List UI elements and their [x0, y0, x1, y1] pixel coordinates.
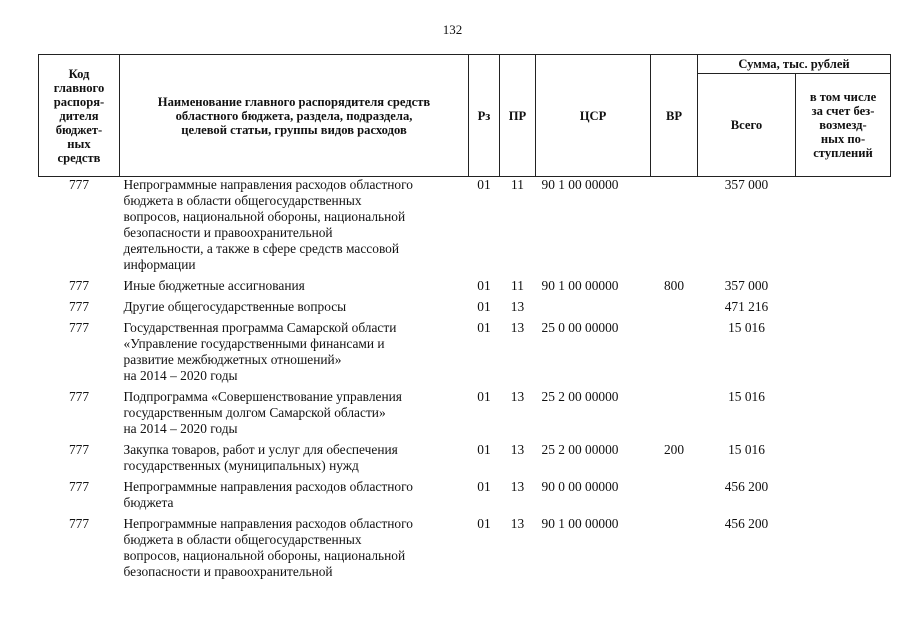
cell-code: 777 — [68, 278, 90, 293]
cell-vr — [651, 389, 698, 442]
cell-incl — [796, 479, 891, 516]
cell-name-line: деятельности, а также в сфере средств массовой — [123, 241, 400, 256]
cell-rz: 01 — [477, 320, 491, 335]
table-body — [39, 177, 891, 586]
cell-total: 456 200 — [724, 479, 769, 494]
cell-vr — [651, 299, 698, 320]
header-vr: ВР — [651, 55, 698, 177]
cell-incl — [796, 278, 891, 299]
cell-code: 777 — [68, 516, 90, 531]
header-code-lines — [41, 67, 117, 165]
cell-code: 777 — [68, 389, 90, 404]
header-incl-line: ступлений — [813, 146, 873, 161]
budget-table — [38, 54, 891, 585]
cell-name-line: Государственная программа Самарской области — [123, 320, 397, 335]
header-pr: ПР — [500, 55, 536, 177]
cell-code: 777 — [68, 320, 90, 335]
cell-name-line: бюджета в области общегосударственных — [123, 532, 362, 547]
cell-code: 777 — [68, 299, 90, 314]
cell-pr: 13 — [510, 442, 525, 457]
header-code-line: бюджет- — [55, 122, 103, 137]
header-code-line: главного — [53, 80, 105, 95]
table-row — [39, 278, 891, 299]
cell-rz: 01 — [477, 442, 491, 457]
cell-total: 15 016 — [728, 442, 765, 457]
cell-vr: 800 — [663, 278, 685, 293]
cell-name-line: Непрограммные направления расходов областного — [123, 516, 413, 531]
cell-name-line: Другие общегосударственные вопросы — [123, 299, 347, 314]
cell-name-line: развитие межбюджетных отношений» — [123, 352, 342, 367]
cell-name — [120, 299, 469, 320]
cell-incl — [796, 516, 891, 585]
header-code-line: распоря- — [53, 94, 105, 109]
header-code-line: Код — [68, 66, 90, 81]
header-sum-group: Сумма, тыс. рублей — [698, 55, 891, 74]
cell-name-line: Непрограммные направления расходов областного — [123, 177, 413, 192]
cell-name-line: государственным долгом Самарской области» — [123, 405, 386, 420]
cell-pr: 13 — [510, 320, 525, 335]
cell-total: 15 016 — [728, 389, 765, 404]
cell-code: 777 — [68, 177, 90, 192]
cell-name-line: безопасности и правоохранительной — [123, 564, 333, 579]
header-name — [120, 55, 469, 177]
header-rz: Рз — [469, 55, 500, 177]
cell-csr: 90 1 00 00000 — [541, 516, 619, 531]
cell-csr: 25 0 00 00000 — [541, 320, 619, 335]
cell-name — [120, 278, 469, 299]
cell-vr — [651, 516, 698, 585]
cell-csr: 90 1 00 00000 — [541, 177, 619, 192]
table-row — [39, 479, 891, 516]
cell-code: 777 — [68, 442, 90, 457]
cell-name-line: информации — [123, 257, 196, 272]
table-row — [39, 516, 891, 585]
cell-pr: 13 — [510, 479, 525, 494]
cell-rz: 01 — [477, 516, 491, 531]
header-name-line: областного бюджета, раздела, подраздела, — [175, 108, 413, 123]
header-incl-lines — [798, 90, 888, 160]
cell-rz: 01 — [477, 479, 491, 494]
cell-name-line: вопросов, национальной обороны, национальной — [123, 209, 406, 224]
cell-total: 456 200 — [724, 516, 769, 531]
cell-csr: 25 2 00 00000 — [541, 389, 619, 404]
cell-pr: 11 — [511, 177, 524, 192]
cell-vr — [651, 177, 698, 279]
cell-vr — [651, 320, 698, 389]
cell-name-line: Непрограммные направления расходов областного — [123, 479, 413, 494]
cell-rz: 01 — [477, 299, 491, 314]
cell-name — [120, 177, 469, 279]
cell-pr: 11 — [511, 278, 524, 293]
cell-name-line: государственных (муниципальных) нужд — [123, 458, 359, 473]
header-name-line: целевой статьи, группы видов расходов — [181, 122, 407, 137]
page-number: 132 — [442, 22, 463, 37]
header-incl — [796, 74, 891, 177]
cell-name — [120, 320, 469, 389]
cell-csr: 25 2 00 00000 — [541, 442, 619, 457]
table-row — [39, 442, 891, 479]
header-name-lines — [122, 95, 466, 137]
header-incl-line: в том числе — [809, 90, 877, 105]
cell-name — [120, 516, 469, 585]
cell-pr: 13 — [510, 299, 525, 314]
cell-csr: 90 1 00 00000 — [541, 278, 619, 293]
cell-name-line: Подпрограмма «Совершенствование управления — [123, 389, 402, 404]
table-row — [39, 177, 891, 279]
cell-name-line: бюджета — [123, 495, 174, 510]
cell-name-line: Закупка товаров, работ и услуг для обеспечения — [123, 442, 398, 457]
header-code — [39, 55, 120, 177]
header-csr: ЦСР — [536, 55, 651, 177]
table-row — [39, 389, 891, 442]
cell-name — [120, 389, 469, 442]
cell-rz: 01 — [477, 278, 491, 293]
header-incl-line: ных по- — [820, 132, 866, 147]
header-total: Всего — [698, 74, 796, 177]
table-row — [39, 320, 891, 389]
cell-incl — [796, 320, 891, 389]
cell-name-line: на 2014 – 2020 годы — [123, 368, 238, 383]
cell-total: 471 216 — [724, 299, 769, 314]
cell-total: 15 016 — [728, 320, 765, 335]
header-incl-line: возмезд- — [819, 118, 867, 133]
cell-total: 357 000 — [724, 278, 769, 293]
cell-name-line: «Управление государственными финансами и — [123, 336, 385, 351]
cell-name-line: вопросов, национальной обороны, национальной — [123, 548, 406, 563]
cell-incl — [796, 299, 891, 320]
cell-name-line: Иные бюджетные ассигнования — [123, 278, 305, 293]
cell-pr: 13 — [510, 389, 525, 404]
cell-total: 357 000 — [724, 177, 769, 192]
table-row — [39, 299, 891, 320]
cell-code: 777 — [68, 479, 90, 494]
cell-rz: 01 — [477, 177, 491, 192]
cell-vr — [651, 479, 698, 516]
header-code-line: ных — [67, 136, 91, 151]
cell-csr: 90 0 00 00000 — [541, 479, 619, 494]
cell-pr: 13 — [510, 516, 525, 531]
header-code-line: средств — [57, 150, 101, 165]
cell-name-line: бюджета в области общегосударственных — [123, 193, 362, 208]
cell-name-line: на 2014 – 2020 годы — [123, 421, 238, 436]
header-name-line: Наименование главного распорядителя средств — [157, 94, 431, 109]
header-code-line: дителя — [59, 108, 99, 123]
cell-rz: 01 — [477, 389, 491, 404]
cell-csr — [536, 299, 651, 320]
cell-name — [120, 442, 469, 479]
cell-vr: 200 — [663, 442, 685, 457]
cell-name-line: безопасности и правоохранительной — [123, 225, 333, 240]
cell-incl — [796, 389, 891, 442]
cell-incl — [796, 177, 891, 279]
cell-name — [120, 479, 469, 516]
cell-incl — [796, 442, 891, 479]
header-incl-line: за счет без- — [811, 104, 875, 119]
